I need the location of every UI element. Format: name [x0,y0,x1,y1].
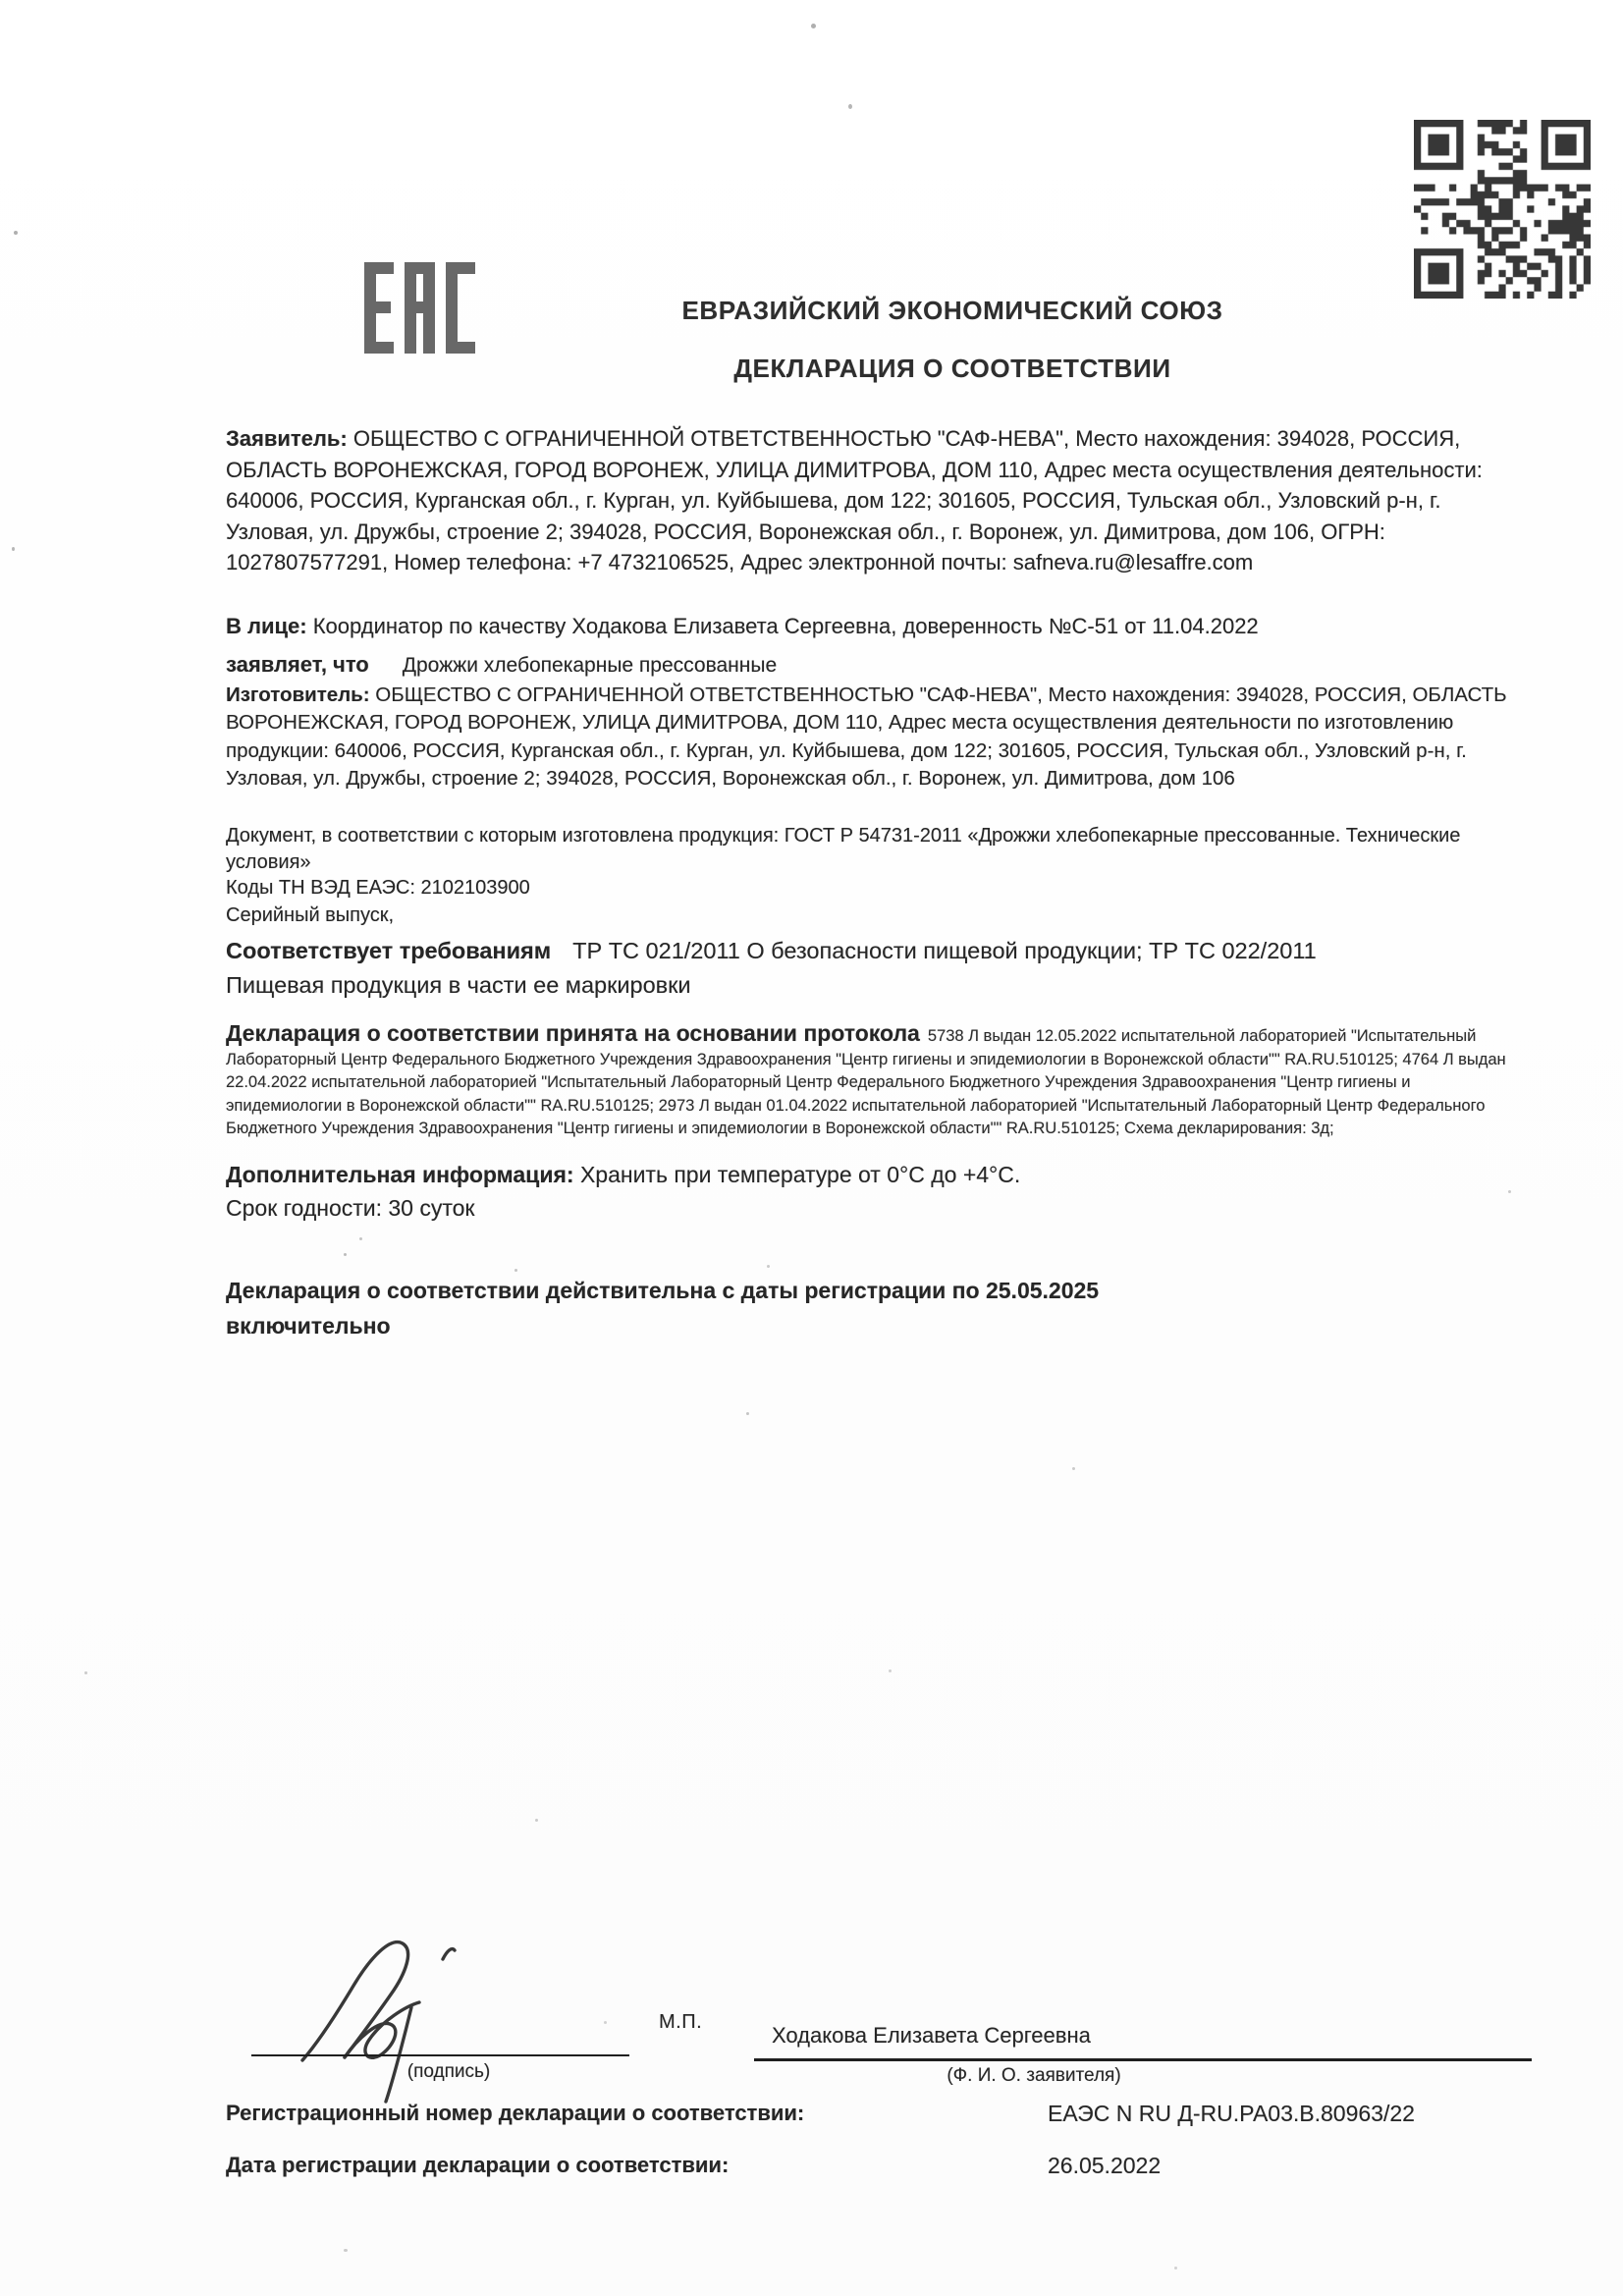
declares-label: заявляет, что [226,652,369,677]
product-name: Дрожжи хлебопекарные прессованные [402,654,778,677]
basis-protocols-text: 5738 Л выдан 12.05.2022 испытательной лабораторией "Испытательный Лабораторный Центр Федерального Бюджетного Учреждения Здравоохранения "Центр гигиены и эпидемиологии в Воронежской области"" RA.RU.510125; 4764 Л выдан 22.04.2022 испытательной лабораторией "Испытательный Лабораторный Центр Федерального Бюджетного Учреждения Здравоохранения "Центр гигиены и эпидемиологии в Воронежской области"" RA.RU.510125; 2973 Л выдан 01.04.2022 испытательной лабораторией "Испытательный Лабораторный Центр Федерального Бюджетного Учреждения Здравоохранения "Центр гигиены и эпидемиологии в Воронежской области"" RA.RU.510125; Схема декларирования: 3д; [226,1027,1506,1138]
fullname-caption: (Ф. И. О. заявителя) [947,2065,1121,2086]
header-union-title: ЕВРАЗИЙСКИЙ ЭКОНОМИЧЕСКИЙ СОЮЗ [681,296,1223,325]
signature-caption: (подпись) [406,2061,491,2082]
representative-label: В лице: [226,614,307,638]
qr-code [1414,120,1591,299]
fullname-line [754,2058,1532,2061]
manufacturer-text: ОБЩЕСТВО С ОГРАНИЧЕННОЙ ОТВЕТСТВЕННОСТЬЮ "САФ-НЕВА", Место нахождения: 394028, РОССИЯ, ОБЛАСТЬ ВОРОНЕЖСКАЯ, ГОРОД ВОРОНЕЖ, УЛИЦА ДИМИТРОВА, ДОМ 110, Адрес места осуществления деятельности по изготовлению продукции: 640006, РОССИЯ, Курганская обл., г. Курган, ул. Куйбышева, дом 122; 301605, РОССИЯ, Тульская обл., Узловский р-н, г. Узловая, ул. Дружбы, строение 2; 394028, РОССИЯ, Воронежская обл., г. Воронеж, ул. Димитрова, дом 106 [226,683,1507,791]
basis-label: Декларация о соответствии принята на основании протокола [226,1020,920,1046]
validity-label: Декларация о соответствии действительна с даты регистрации по [226,1278,980,1303]
page-title: ДЕКЛАРАЦИЯ О СООТВЕТСТВИИ [733,354,1171,383]
validity-date: 25.05.2025 [985,1278,1100,1303]
applicant-paragraph [226,423,1510,578]
stamp-place-label: М.П. [659,2011,703,2033]
registration-number-value: ЕАЭС N RU Д-RU.РА03.В.80963/22 [1048,2101,1415,2126]
registration-number-label: Регистрационный номер декларации о соответствии: [226,2101,805,2125]
registration-date-label: Дата регистрации декларации о соответствии: [226,2153,730,2177]
representative-text: Координатор по качеству Ходакова Елизавета Сергеевна, доверенность №С-51 от 11.04.2022 [312,614,1259,638]
validity-suffix: включительно [226,1312,391,1339]
compliance-text: ТР ТС 021/2011 О безопасности пищевой продукции; ТР ТС 022/2011 Пищевая продукция в части ее маркировки [226,938,1317,998]
shelf-life-line: Срок годности: 30 суток [226,1195,475,1221]
registration-date-value: 26.05.2022 [1048,2153,1162,2178]
basis-paragraph [226,1022,1516,1141]
additional-info-line [226,1162,1510,1188]
compliance-label: Соответствует требованиям [226,938,552,963]
manufacturer-label: Изготовитель: [226,683,370,706]
additional-info-text: Хранить при температуре от 0°С до +4°С. [579,1162,1021,1187]
representative-paragraph [226,611,1510,641]
product-standard-line: Документ, в соответствии с которым изготовлена продукция: ГОСТ Р 54731-2011 «Дрожжи хлебопекарные прессованные. Технические условия» [226,825,1461,873]
signature-line [251,2054,629,2056]
serial-release-line: Серийный выпуск, [226,904,395,926]
declares-line [226,652,1510,678]
applicant-label: Заявитель: [226,426,348,451]
applicant-fullname: Ходакова Елизавета Сергеевна [772,2023,1091,2048]
compliance-paragraph [226,934,1365,1002]
additional-info-label: Дополнительная информация: [226,1162,574,1187]
applicant-text: ОБЩЕСТВО С ОГРАНИЧЕННОЙ ОТВЕТСТВЕННОСТЬЮ "САФ-НЕВА", Место нахождения: 394028, РОССИЯ, ОБЛАСТЬ ВОРОНЕЖСКАЯ, ГОРОД ВОРОНЕЖ, УЛИЦА ДИМИТРОВА, ДОМ 110, Адрес места осуществления деятельности: 640006, РОССИЯ, Курганская обл., г. Курган, ул. Куйбышева, дом 122; 301605, РОССИЯ, Тульская обл., Узловский р-н, г. Узловая, ул. Дружбы, строение 2; 394028, РОССИЯ, Воронежская обл., г. Воронеж, ул. Димитрова, дом 106, ОГРН: 1027807577291, Номер телефона: +7 4732106525, Адрес электронной почты: safneva.ru@lesaffre.com [226,426,1483,574]
tnved-codes-line: Коды ТН ВЭД ЕАЭС: 2102103900 [226,877,530,899]
validity-paragraph [226,1274,1510,1343]
manufacturer-paragraph [226,682,1514,793]
